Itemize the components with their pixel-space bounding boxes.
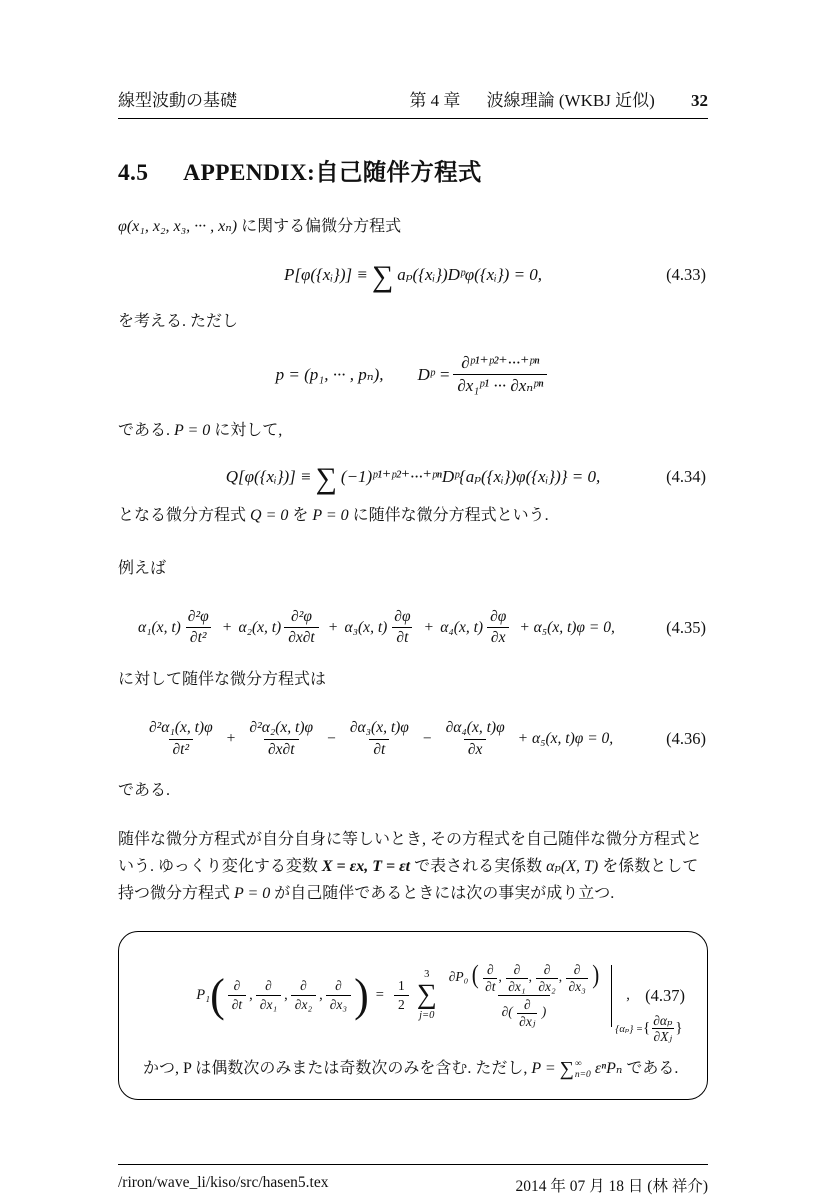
fraction-numerator: ∂φ xyxy=(394,607,411,625)
text-run: である. xyxy=(118,421,175,439)
inner-fraction xyxy=(483,962,497,994)
paragraph-dearu xyxy=(118,777,708,804)
text-run: 例えば xyxy=(118,559,167,577)
fraction-numerator: ∂α₄(x, t)φ xyxy=(445,718,505,736)
section-title: APPENDIX:自己随伴方程式 xyxy=(183,160,482,186)
paragraph-intro xyxy=(118,213,708,240)
equation-4-35 xyxy=(118,608,708,648)
trailing-comma: , xyxy=(626,987,630,1004)
term-fraction xyxy=(284,608,319,648)
p-tuple-def: p = (p₁, ··· , pₙ), xyxy=(275,364,384,384)
fraction-numerator: ∂²α₂(x, t)φ xyxy=(249,718,314,736)
header-doc-title: 線型波動の基礎 xyxy=(118,91,237,110)
paragraph-nitaishite xyxy=(118,666,708,693)
equation-number: (4.37) xyxy=(645,985,685,1005)
dp-fraction-numerator: ∂ᵖ¹⁺ᵖ²⁺···⁺ᵖⁿ xyxy=(461,353,540,372)
equation-tail: + α₅(x, t)φ = 0, xyxy=(519,618,615,636)
fraction-denominator: ∂t² xyxy=(186,627,211,648)
term-fraction xyxy=(346,719,413,759)
theorem-box-text xyxy=(143,1055,683,1083)
paragraph-dearu-p0 xyxy=(118,417,708,444)
text-run: 随伴な微分方程式が自分自身に等しいとき, その方程式を自己随伴な微分方程式という. ゆっくり変化する変数 xyxy=(118,831,703,876)
fraction-numerator: ∂²φ xyxy=(187,607,209,625)
eq434-lhs: Q[φ({xᵢ})] ≡ xyxy=(225,466,312,486)
text-run: に対して随伴な微分方程式は xyxy=(118,670,327,688)
equation-p-definition-body xyxy=(276,353,551,397)
dp-fraction xyxy=(453,353,547,397)
big-fraction-numerator: ∂P₀ ( $\frac{\partial}{\partial t}$ , $\frac{\partial}{\text{∂x₁}}$ , $\frac{\partial}{\text{∂x₂}}$ , $\frac{\partial}{\text{∂x₃}}$ ) xyxy=(448,959,600,994)
fraction-denominator: 2 xyxy=(394,995,409,1013)
section-number: 4.5 xyxy=(118,160,149,186)
fraction-denominator: ∂x₃ xyxy=(568,978,586,994)
operator: + xyxy=(222,618,232,636)
sum-operator: ∑ xyxy=(371,260,394,293)
operator: − xyxy=(422,730,432,748)
term-fraction xyxy=(442,719,509,759)
fraction-numerator: ∂ xyxy=(233,978,241,993)
sum-upper-limit: 3 xyxy=(424,968,430,980)
math-run: αₚ(X, T) xyxy=(546,858,599,876)
header-right-group xyxy=(409,86,708,111)
fraction-denominator: ∂x₂ xyxy=(538,978,556,994)
fraction-numerator: ∂ xyxy=(486,962,494,978)
operator: + xyxy=(328,618,338,636)
fraction-denominator: ∂t xyxy=(228,995,246,1013)
operator: + xyxy=(226,730,236,748)
fraction-numerator: ∂²α₁(x, t)φ xyxy=(149,718,213,736)
equation-tail: + α₅(x, t)φ = 0, xyxy=(517,730,614,748)
page-header xyxy=(118,86,708,119)
math-run: P = 0 xyxy=(234,885,271,903)
text-run: に対して, xyxy=(210,421,283,439)
equation-4-33 xyxy=(118,260,708,293)
fraction-numerator: ∂αₚ xyxy=(653,1012,673,1028)
arg-fraction xyxy=(228,978,246,1013)
paragraph-consider xyxy=(118,308,708,335)
term-fraction xyxy=(145,719,217,759)
text-run: である. xyxy=(622,1060,679,1078)
paragraph-intro-text: に関する偏微分方程式 xyxy=(237,218,402,235)
term-fraction xyxy=(245,719,317,759)
fraction-numerator: ∂ xyxy=(573,962,581,978)
footer-date: 2014 年 07 月 18 日 (林 祥介) xyxy=(515,1178,708,1196)
equation-4-37 xyxy=(135,959,691,1045)
fraction-denominator: ∂Xⱼ xyxy=(653,1029,673,1045)
text-run: は偶数次のみまたは奇数次のみを含む. ただし, xyxy=(191,1060,532,1078)
fraction-denominator: ∂xⱼ xyxy=(519,1013,536,1029)
term-coef: α₄(x, t) xyxy=(440,618,484,636)
equation-4-36-body xyxy=(142,719,613,759)
header-chapter-title: 波線理論 (WKBJ 近似) xyxy=(486,91,655,110)
equation-number: (4.34) xyxy=(666,466,706,486)
text-run: に随伴な微分方程式という. xyxy=(348,506,549,524)
term-fraction xyxy=(184,608,213,648)
text-run: で表される実係数 xyxy=(410,858,547,876)
term-fraction xyxy=(390,608,414,648)
evaluation-condition xyxy=(615,1013,682,1045)
arg-fraction xyxy=(291,978,316,1013)
inner-fraction xyxy=(566,962,587,994)
comma: , xyxy=(558,969,563,985)
fraction-denominator: ∂x₃ xyxy=(326,995,351,1013)
condition-fraction xyxy=(651,1013,674,1045)
equation-number: (4.33) xyxy=(666,265,706,284)
equation-4-36 xyxy=(118,719,708,759)
fraction-denominator: ∂x∂t xyxy=(284,627,319,648)
fraction-numerator: ∂ xyxy=(335,978,342,993)
term-coef: α₃(x, t) xyxy=(344,618,388,636)
page-footer xyxy=(118,1164,708,1196)
left-brace: { xyxy=(643,1020,651,1037)
inner-fraction xyxy=(506,962,527,994)
arg-fraction xyxy=(256,978,281,1013)
equation-number: (4.35) xyxy=(666,617,706,637)
text-run: が自己随伴であるときには次の事実が成り立つ. xyxy=(270,885,615,903)
theorem-box xyxy=(118,931,708,1100)
sum-with-limits xyxy=(417,970,437,1022)
footer-file-path: /riron/wave_li/kiso/src/hasen5.tex xyxy=(118,1174,329,1192)
denominator-suffix: ) xyxy=(541,1004,547,1020)
eq433-rhs: aₚ({xᵢ})Dᵖφ({xᵢ}) = 0, xyxy=(397,265,543,284)
operator: + xyxy=(424,618,434,636)
big-fraction-denominator xyxy=(498,995,551,1029)
fraction-denominator: ∂t xyxy=(369,739,389,760)
dp-lhs: Dᵖ = xyxy=(417,364,451,384)
fraction-numerator: ∂ xyxy=(265,978,272,993)
fraction-denominator: ∂x₁ xyxy=(256,995,281,1013)
math-run: P = 0 xyxy=(312,506,349,524)
sum-operator: ∑ xyxy=(315,461,337,495)
fraction-denominator: ∂x₁ xyxy=(508,978,526,994)
math-phi-args: φ(x₁, x₂, x₃, ··· , xₙ) xyxy=(118,218,238,235)
comma: , xyxy=(284,987,288,1004)
fraction-numerator: ∂²φ xyxy=(291,607,312,625)
dp-fraction-denominator: ∂x₁ᵖ¹ ··· ∂xₙᵖⁿ xyxy=(453,374,547,396)
fraction-denominator: ∂x₂ xyxy=(291,995,316,1013)
text-run: である. xyxy=(118,782,171,800)
sum-operator: ∑ xyxy=(416,979,437,1011)
equation-4-34 xyxy=(118,461,708,495)
sum-upper-limit: ∞ xyxy=(574,1058,582,1069)
right-brace: } xyxy=(675,1020,683,1037)
comma: , xyxy=(319,987,323,1004)
comma: , xyxy=(498,969,502,985)
big-fraction xyxy=(445,959,604,1029)
equals-sign: = xyxy=(375,987,384,1004)
header-page-number: 32 xyxy=(691,91,708,110)
fraction-denominator: ∂t² xyxy=(169,739,194,760)
fraction-denominator: ∂t xyxy=(485,978,496,994)
math-run: Q = 0 xyxy=(250,506,289,524)
sum-lower-limit: n=0 xyxy=(574,1069,591,1080)
sum-operator: ∑ xyxy=(559,1058,574,1081)
header-chapter: 第 4 章 xyxy=(409,91,461,110)
fraction-denominator: ∂x xyxy=(464,739,487,760)
fraction-numerator: ∂ xyxy=(300,978,307,993)
arg-fraction xyxy=(326,978,351,1013)
equation-4-34-body xyxy=(225,461,601,495)
denominator-prefix: ∂( xyxy=(501,1004,513,1020)
p0-operator: ∂P₀ xyxy=(448,969,469,985)
math-run: X = εx, T = εt xyxy=(321,858,411,876)
fraction-numerator: ∂φ xyxy=(490,607,507,625)
condition-lhs: {αₚ} = xyxy=(615,1023,644,1035)
text-run: を xyxy=(288,506,313,524)
fraction-numerator: ∂ xyxy=(543,962,551,978)
math-run: P = 0 xyxy=(174,421,211,439)
text-run: かつ, xyxy=(143,1060,184,1078)
term-coef: α₂(x, t) xyxy=(238,618,282,636)
fraction-denominator: ∂x∂t xyxy=(264,739,299,760)
comma: , xyxy=(528,969,532,985)
fraction-denominator: ∂x xyxy=(487,627,510,648)
fraction-numerator: ∂ xyxy=(523,997,531,1013)
eq434-rhs: (−1)ᵖ¹⁺ᵖ²⁺···⁺ᵖⁿDᵖ{aₚ({xᵢ})φ({xᵢ})} = 0, xyxy=(340,466,601,486)
text-run: を係数として持つ微分方程式 xyxy=(118,858,699,903)
paragraph-tonaru xyxy=(118,502,708,529)
eq433-lhs: P[φ({xᵢ})] ≡ xyxy=(283,265,368,284)
term-fraction xyxy=(486,608,510,648)
sum-lower-limit: j=0 xyxy=(419,1010,435,1022)
inner-fraction xyxy=(517,997,537,1029)
fraction-numerator: ∂ xyxy=(513,962,521,978)
operator: − xyxy=(327,730,336,748)
text-run: となる微分方程式 xyxy=(118,506,251,524)
fraction-numerator: 1 xyxy=(397,978,405,993)
equation-number: (4.36) xyxy=(666,729,706,749)
fraction-denominator: ∂t xyxy=(392,627,412,648)
half-fraction xyxy=(394,978,409,1013)
paragraph-tatoeba xyxy=(118,555,708,582)
section-heading xyxy=(118,153,708,187)
comma: , xyxy=(249,987,253,1004)
inner-fraction xyxy=(536,962,557,994)
p1-operator: P₁ xyxy=(196,987,211,1004)
fraction-numerator: ∂α₃(x, t)φ xyxy=(349,718,409,736)
paragraph-selfadjoint xyxy=(118,826,708,907)
equation-p-definition xyxy=(118,353,708,397)
term-coef: α₁(x, t) xyxy=(138,618,181,636)
paragraph-consider-text: を考える. ただし xyxy=(118,313,239,330)
math-run: P = xyxy=(531,1060,560,1078)
equation-4-37-body: P₁ ( $\frac{\partial}{\partial t}$ , $\frac{\partial}{\text{∂x₁}}$ , $\frac{\partial}{\text{∂x₂}}$ , $\frac{\partial}{\text{∂x₃}}$ ) = $\frac{1}{2}$ 3 ∑ j=0 ∂P₀ ( $\frac{\partial}{\partial t}$ , $\frac{\partial}{\text{∂x₁}}$ , $\frac{\partial}{\text{∂x₂}}$ , $\frac{\partial}{\text{∂x₃}}$ ) ∂( $\frac{\partial}{\text{∂xⱼ}}$ ) {αₚ} = { $\frac{\text{∂αₚ}}{\text{∂Xⱼ}}$ } , xyxy=(196,959,683,1045)
equation-4-35-body xyxy=(138,608,615,648)
math-run: εⁿPₙ xyxy=(590,1060,623,1078)
math-run: P xyxy=(183,1060,192,1078)
equation-4-33-body xyxy=(283,260,543,293)
inline-sum xyxy=(560,1056,591,1083)
